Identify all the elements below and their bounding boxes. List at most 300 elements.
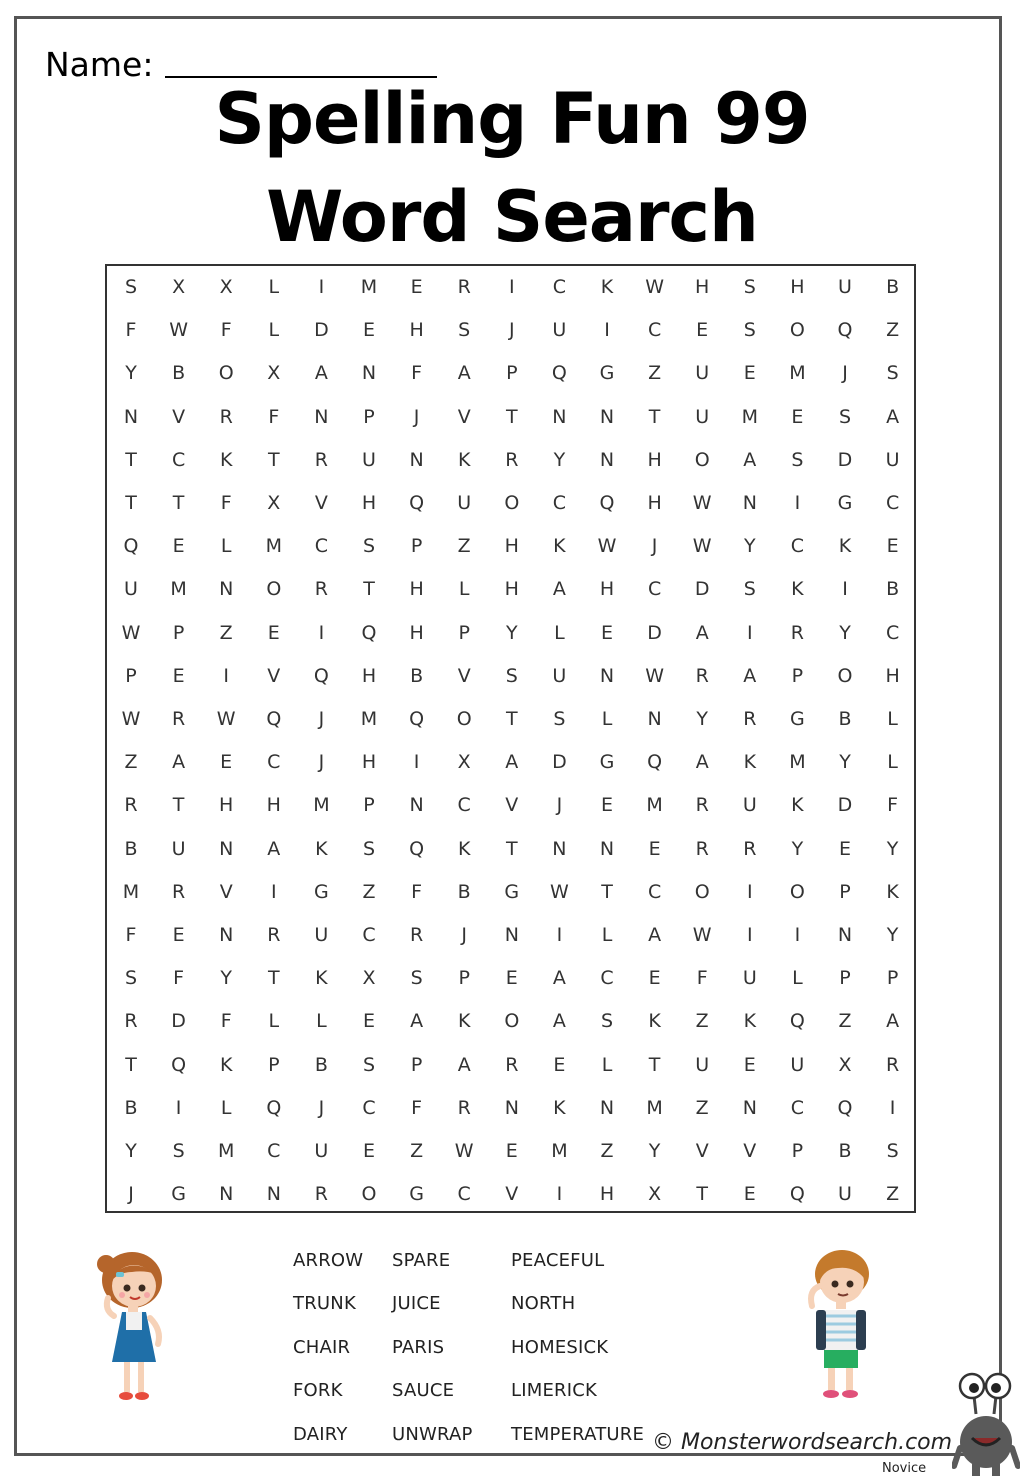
grid-letter[interactable]: T: [648, 405, 661, 428]
grid-letter[interactable]: N: [599, 405, 615, 428]
grid-letter[interactable]: H: [266, 794, 281, 817]
grid-letter[interactable]: C: [314, 535, 329, 558]
grid-letter[interactable]: K: [219, 448, 233, 471]
grid-letter[interactable]: N: [599, 1096, 615, 1119]
grid-letter[interactable]: V: [219, 880, 233, 903]
grid-letter[interactable]: X: [267, 492, 281, 514]
grid-letter[interactable]: L: [792, 967, 803, 990]
grid-letter[interactable]: E: [172, 664, 185, 687]
grid-letter[interactable]: T: [172, 794, 185, 817]
grid-letter[interactable]: O: [837, 664, 853, 687]
grid-letter[interactable]: Q: [123, 535, 139, 558]
grid-letter[interactable]: U: [314, 924, 329, 946]
grid-letter[interactable]: H: [647, 448, 662, 471]
grid-letter[interactable]: C: [552, 276, 567, 298]
grid-letter[interactable]: L: [268, 319, 280, 342]
grid-letter[interactable]: W: [645, 664, 664, 687]
grid-letter[interactable]: R: [409, 924, 424, 946]
grid-letter[interactable]: L: [554, 621, 565, 644]
grid-letter[interactable]: Y: [696, 708, 708, 730]
grid-letter[interactable]: A: [552, 1010, 566, 1033]
grid-letter[interactable]: I: [508, 276, 515, 298]
grid-letter[interactable]: W: [692, 535, 712, 558]
grid-letter[interactable]: W: [121, 708, 141, 730]
grid-letter[interactable]: U: [457, 492, 472, 514]
grid-letter[interactable]: R: [124, 794, 138, 817]
grid-letter[interactable]: C: [171, 448, 186, 471]
grid-letter[interactable]: E: [267, 621, 280, 644]
grid-letter[interactable]: C: [457, 1183, 471, 1206]
grid-letter[interactable]: W: [454, 1140, 474, 1162]
grid-letter[interactable]: Y: [648, 1140, 661, 1162]
grid-letter[interactable]: F: [173, 967, 185, 990]
grid-letter[interactable]: K: [553, 1096, 566, 1119]
grid-letter[interactable]: B: [124, 837, 138, 860]
grid-letter[interactable]: K: [838, 535, 852, 558]
grid-letter[interactable]: U: [885, 448, 900, 471]
grid-letter[interactable]: F: [220, 1010, 232, 1033]
grid-letter[interactable]: E: [362, 1140, 375, 1162]
grid-letter[interactable]: C: [552, 492, 567, 514]
grid-letter[interactable]: A: [552, 578, 566, 601]
grid-letter[interactable]: C: [647, 880, 662, 903]
grid-letter[interactable]: Z: [457, 535, 471, 558]
grid-letter[interactable]: A: [457, 362, 471, 385]
grid-letter[interactable]: B: [172, 362, 186, 385]
grid-letter[interactable]: R: [695, 664, 709, 687]
grid-letter[interactable]: C: [457, 794, 471, 817]
grid-letter[interactable]: B: [124, 1096, 138, 1119]
grid-letter[interactable]: Z: [600, 1140, 614, 1162]
grid-letter[interactable]: J: [556, 794, 563, 817]
grid-letter[interactable]: Q: [837, 319, 853, 342]
grid-letter[interactable]: V: [695, 1140, 709, 1162]
grid-letter[interactable]: H: [790, 276, 805, 298]
grid-letter[interactable]: Y: [125, 362, 137, 385]
grid-letter[interactable]: U: [314, 1140, 329, 1162]
grid-letter[interactable]: N: [742, 492, 757, 514]
grid-letter[interactable]: T: [125, 1053, 137, 1076]
grid-letter[interactable]: P: [363, 794, 375, 817]
grid-letter[interactable]: R: [885, 1053, 900, 1076]
grid-letter[interactable]: G: [837, 492, 853, 514]
grid-letter[interactable]: Q: [409, 492, 425, 514]
grid-letter[interactable]: M: [217, 1140, 235, 1162]
grid-letter[interactable]: B: [838, 1140, 852, 1162]
grid-letter[interactable]: E: [743, 362, 756, 385]
grid-letter[interactable]: S: [362, 535, 376, 558]
grid-letter[interactable]: G: [314, 880, 329, 903]
grid-letter[interactable]: B: [838, 708, 852, 730]
grid-letter[interactable]: N: [599, 837, 615, 860]
grid-letter[interactable]: C: [790, 1096, 805, 1119]
grid-letter[interactable]: A: [410, 1010, 424, 1033]
grid-letter[interactable]: S: [124, 967, 138, 990]
grid-letter[interactable]: S: [791, 448, 804, 471]
grid-letter[interactable]: E: [172, 535, 185, 558]
grid-letter[interactable]: P: [839, 880, 851, 903]
grid-letter[interactable]: N: [123, 405, 139, 428]
grid-letter[interactable]: M: [360, 276, 378, 298]
grid-letter[interactable]: E: [362, 1010, 375, 1033]
grid-letter[interactable]: H: [361, 664, 377, 687]
grid-letter[interactable]: N: [504, 924, 519, 946]
grid-letter[interactable]: A: [505, 751, 519, 774]
grid-letter[interactable]: I: [318, 276, 325, 298]
grid-letter[interactable]: T: [172, 492, 185, 514]
grid-letter[interactable]: Z: [886, 319, 900, 342]
grid-letter[interactable]: S: [600, 1010, 614, 1033]
grid-letter[interactable]: O: [266, 578, 282, 601]
grid-letter[interactable]: A: [743, 664, 757, 687]
grid-letter[interactable]: S: [172, 1140, 185, 1162]
grid-letter[interactable]: K: [219, 1053, 233, 1076]
grid-letter[interactable]: Y: [220, 967, 232, 990]
grid-letter[interactable]: L: [887, 751, 898, 774]
grid-letter[interactable]: G: [504, 880, 520, 903]
grid-letter[interactable]: N: [504, 1096, 519, 1119]
grid-letter[interactable]: I: [175, 1096, 182, 1119]
grid-letter[interactable]: Q: [361, 621, 377, 644]
grid-letter[interactable]: I: [746, 880, 753, 903]
grid-letter[interactable]: Z: [695, 1010, 709, 1033]
grid-letter[interactable]: B: [886, 578, 900, 601]
grid-letter[interactable]: P: [125, 664, 137, 687]
grid-letter[interactable]: M: [789, 362, 806, 385]
grid-letter[interactable]: D: [837, 448, 853, 471]
grid-letter[interactable]: G: [790, 708, 805, 730]
grid-letter[interactable]: S: [743, 578, 756, 601]
grid-letter[interactable]: B: [410, 664, 424, 687]
grid-letter[interactable]: X: [362, 967, 376, 990]
grid-letter[interactable]: E: [505, 1140, 518, 1162]
grid-letter[interactable]: E: [838, 837, 851, 860]
grid-letter[interactable]: X: [838, 1053, 852, 1076]
grid-letter[interactable]: N: [266, 1183, 281, 1206]
grid-letter[interactable]: T: [648, 1053, 661, 1076]
grid-letter[interactable]: C: [647, 319, 662, 342]
grid-letter[interactable]: H: [599, 578, 615, 601]
grid-letter[interactable]: Q: [409, 837, 425, 860]
grid-letter[interactable]: A: [743, 448, 757, 471]
grid-letter[interactable]: T: [505, 837, 518, 860]
grid-letter[interactable]: U: [362, 448, 376, 471]
grid-letter[interactable]: L: [268, 1010, 280, 1033]
grid-letter[interactable]: H: [361, 492, 377, 514]
grid-letter[interactable]: K: [743, 751, 757, 774]
grid-letter[interactable]: P: [268, 1053, 280, 1076]
grid-letter[interactable]: H: [219, 794, 234, 817]
grid-letter[interactable]: R: [457, 276, 471, 298]
grid-letter[interactable]: P: [172, 621, 185, 644]
grid-letter[interactable]: H: [885, 664, 900, 687]
grid-letter[interactable]: I: [604, 319, 610, 342]
grid-letter[interactable]: L: [601, 708, 613, 730]
grid-letter[interactable]: R: [695, 794, 709, 817]
grid-letter[interactable]: A: [886, 1010, 900, 1033]
grid-letter[interactable]: Z: [695, 1096, 709, 1119]
grid-letter[interactable]: Q: [647, 751, 663, 774]
grid-letter[interactable]: G: [409, 1183, 424, 1206]
grid-letter[interactable]: E: [743, 1053, 756, 1076]
grid-letter[interactable]: U: [790, 1053, 805, 1076]
grid-letter[interactable]: S: [410, 967, 423, 990]
grid-letter[interactable]: S: [505, 664, 518, 687]
grid-letter[interactable]: N: [219, 924, 234, 946]
grid-letter[interactable]: N: [742, 1096, 757, 1119]
grid-letter[interactable]: K: [315, 837, 328, 860]
grid-letter[interactable]: N: [552, 837, 567, 860]
grid-letter[interactable]: S: [124, 276, 138, 298]
grid-letter[interactable]: E: [410, 276, 423, 298]
grid-letter[interactable]: J: [318, 1096, 325, 1119]
grid-letter[interactable]: W: [169, 319, 188, 342]
grid-letter[interactable]: R: [219, 405, 233, 428]
grid-letter[interactable]: O: [361, 1183, 377, 1206]
grid-letter[interactable]: Y: [839, 621, 851, 644]
grid-letter[interactable]: N: [552, 405, 567, 428]
grid-letter[interactable]: R: [505, 448, 519, 471]
grid-letter[interactable]: F: [411, 880, 423, 903]
grid-letter[interactable]: X: [172, 276, 186, 298]
grid-letter[interactable]: H: [647, 492, 662, 514]
grid-letter[interactable]: P: [363, 405, 375, 428]
grid-letter[interactable]: I: [889, 1096, 896, 1119]
grid-letter[interactable]: F: [220, 492, 232, 514]
grid-letter[interactable]: Q: [837, 1096, 853, 1119]
grid-letter[interactable]: U: [695, 405, 710, 428]
grid-letter[interactable]: P: [410, 535, 423, 558]
grid-letter[interactable]: V: [505, 794, 519, 817]
grid-letter[interactable]: R: [314, 448, 328, 471]
grid-letter[interactable]: U: [552, 319, 567, 342]
grid-letter[interactable]: T: [267, 967, 280, 990]
grid-letter[interactable]: Z: [362, 880, 376, 903]
grid-letter[interactable]: I: [318, 621, 325, 644]
grid-letter[interactable]: X: [648, 1183, 662, 1206]
grid-letter[interactable]: R: [790, 621, 804, 644]
grid-letter[interactable]: C: [647, 578, 662, 601]
grid-letter[interactable]: N: [599, 664, 615, 687]
grid-letter[interactable]: P: [458, 967, 470, 990]
grid-letter[interactable]: I: [794, 492, 801, 514]
grid-letter[interactable]: U: [695, 362, 710, 385]
grid-letter[interactable]: Q: [171, 1053, 187, 1076]
grid-letter[interactable]: E: [696, 319, 709, 342]
grid-letter[interactable]: M: [122, 880, 140, 903]
grid-letter[interactable]: W: [692, 924, 712, 946]
grid-letter[interactable]: F: [411, 1096, 423, 1119]
grid-letter[interactable]: U: [742, 794, 757, 817]
grid-letter[interactable]: F: [696, 967, 708, 990]
grid-letter[interactable]: H: [504, 535, 519, 558]
grid-letter[interactable]: U: [695, 1053, 710, 1076]
grid-letter[interactable]: S: [553, 708, 566, 730]
grid-letter[interactable]: N: [314, 405, 329, 428]
grid-letter[interactable]: D: [171, 1010, 186, 1033]
grid-letter[interactable]: Y: [125, 1140, 137, 1162]
grid-letter[interactable]: V: [505, 1183, 519, 1206]
grid-letter[interactable]: B: [314, 1053, 328, 1076]
grid-letter[interactable]: K: [457, 1010, 471, 1033]
grid-letter[interactable]: M: [646, 1096, 663, 1119]
grid-letter[interactable]: Z: [648, 362, 662, 385]
grid-letter[interactable]: E: [553, 1053, 566, 1076]
grid-letter[interactable]: O: [218, 362, 234, 385]
grid-letter[interactable]: K: [553, 535, 566, 558]
grid-letter[interactable]: X: [219, 276, 233, 298]
grid-letter[interactable]: A: [314, 362, 328, 385]
grid-letter[interactable]: V: [267, 664, 281, 687]
grid-letter[interactable]: Y: [743, 535, 756, 558]
grid-letter[interactable]: H: [409, 621, 424, 644]
grid-letter[interactable]: R: [314, 578, 328, 601]
grid-letter[interactable]: H: [409, 578, 424, 601]
grid-letter[interactable]: Z: [410, 1140, 424, 1162]
grid-letter[interactable]: A: [648, 924, 662, 946]
grid-letter[interactable]: M: [360, 708, 378, 730]
grid-letter[interactable]: R: [457, 1096, 471, 1119]
grid-letter[interactable]: C: [362, 924, 376, 946]
grid-letter[interactable]: F: [887, 794, 899, 817]
grid-letter[interactable]: I: [413, 751, 420, 774]
grid-letter[interactable]: C: [885, 492, 900, 514]
grid-letter[interactable]: I: [270, 880, 277, 903]
grid-letter[interactable]: E: [648, 837, 661, 860]
grid-letter[interactable]: C: [267, 1140, 281, 1162]
grid-letter[interactable]: C: [790, 535, 805, 558]
grid-letter[interactable]: G: [599, 751, 615, 774]
grid-letter[interactable]: Y: [839, 751, 851, 774]
grid-letter[interactable]: W: [597, 535, 617, 558]
grid-letter[interactable]: I: [794, 924, 801, 946]
grid-letter[interactable]: U: [124, 578, 138, 601]
grid-letter[interactable]: P: [791, 664, 804, 687]
grid-letter[interactable]: L: [268, 276, 280, 298]
grid-letter[interactable]: F: [220, 319, 232, 342]
grid-letter[interactable]: I: [556, 1183, 563, 1206]
grid-letter[interactable]: D: [647, 621, 662, 644]
grid-letter[interactable]: I: [746, 924, 753, 946]
grid-letter[interactable]: E: [743, 1183, 756, 1206]
grid-letter[interactable]: V: [172, 405, 186, 428]
grid-letter[interactable]: M: [265, 535, 282, 558]
grid-letter[interactable]: R: [171, 708, 186, 730]
grid-letter[interactable]: P: [839, 967, 851, 990]
grid-letter[interactable]: T: [125, 448, 137, 471]
grid-letter[interactable]: K: [648, 1010, 661, 1033]
grid-letter[interactable]: K: [457, 837, 471, 860]
grid-letter[interactable]: Q: [409, 708, 425, 730]
grid-letter[interactable]: L: [220, 1096, 232, 1119]
grid-letter[interactable]: A: [172, 751, 186, 774]
grid-letter[interactable]: O: [694, 448, 710, 471]
grid-letter[interactable]: J: [128, 1183, 134, 1206]
grid-letter[interactable]: S: [743, 319, 756, 342]
grid-letter[interactable]: E: [505, 967, 518, 990]
grid-letter[interactable]: N: [647, 708, 662, 730]
grid-letter[interactable]: L: [316, 1010, 327, 1033]
grid-letter[interactable]: E: [648, 967, 661, 990]
grid-letter[interactable]: D: [694, 578, 710, 601]
grid-letter[interactable]: N: [219, 1183, 234, 1206]
grid-letter[interactable]: E: [362, 319, 375, 342]
grid-letter[interactable]: A: [552, 967, 566, 990]
grid-letter[interactable]: J: [842, 362, 848, 385]
grid-letter[interactable]: P: [791, 1140, 804, 1162]
grid-letter[interactable]: T: [601, 880, 613, 903]
grid-letter[interactable]: A: [695, 751, 709, 774]
grid-letter[interactable]: O: [456, 708, 472, 730]
grid-letter[interactable]: E: [600, 621, 613, 644]
grid-letter[interactable]: C: [600, 967, 614, 990]
grid-letter[interactable]: C: [267, 751, 281, 774]
grid-letter[interactable]: Q: [313, 664, 329, 687]
grid-letter[interactable]: C: [362, 1096, 376, 1119]
grid-letter[interactable]: S: [362, 1053, 376, 1076]
grid-letter[interactable]: K: [886, 880, 899, 903]
grid-letter[interactable]: O: [789, 319, 805, 342]
grid-letter[interactable]: Q: [599, 492, 615, 514]
grid-letter[interactable]: K: [315, 967, 328, 990]
grid-letter[interactable]: E: [791, 405, 804, 428]
grid-letter[interactable]: R: [171, 880, 186, 903]
grid-letter[interactable]: V: [743, 1140, 757, 1162]
grid-letter[interactable]: K: [791, 578, 804, 601]
grid-letter[interactable]: R: [695, 837, 709, 860]
grid-letter[interactable]: K: [600, 276, 614, 298]
grid-letter[interactable]: P: [886, 967, 899, 990]
grid-letter[interactable]: W: [645, 276, 664, 298]
grid-letter[interactable]: E: [600, 794, 613, 817]
grid-letter[interactable]: H: [695, 276, 710, 298]
grid-letter[interactable]: S: [886, 362, 899, 385]
grid-letter[interactable]: Y: [886, 924, 899, 946]
grid-letter[interactable]: I: [746, 621, 753, 644]
grid-letter[interactable]: O: [789, 880, 805, 903]
grid-letter[interactable]: R: [743, 837, 757, 860]
grid-letter[interactable]: L: [887, 708, 898, 730]
grid-letter[interactable]: R: [743, 708, 757, 730]
grid-letter[interactable]: M: [789, 751, 806, 774]
grid-letter[interactable]: S: [743, 276, 756, 298]
grid-letter[interactable]: Z: [838, 1010, 852, 1033]
grid-letter[interactable]: J: [651, 535, 658, 558]
grid-letter[interactable]: T: [505, 708, 518, 730]
grid-letter[interactable]: H: [361, 751, 377, 774]
grid-letter[interactable]: I: [223, 664, 229, 687]
grid-letter[interactable]: X: [267, 362, 281, 385]
grid-letter[interactable]: F: [411, 362, 423, 385]
grid-letter[interactable]: U: [742, 967, 757, 990]
grid-letter[interactable]: R: [124, 1010, 138, 1033]
grid-letter[interactable]: R: [505, 1053, 519, 1076]
grid-letter[interactable]: N: [361, 362, 377, 385]
grid-letter[interactable]: M: [551, 1140, 568, 1162]
grid-letter[interactable]: Y: [791, 837, 804, 860]
grid-letter[interactable]: O: [504, 1010, 520, 1033]
grid-letter[interactable]: S: [838, 405, 852, 428]
grid-letter[interactable]: Z: [124, 751, 138, 774]
grid-letter[interactable]: U: [552, 664, 567, 687]
grid-letter[interactable]: L: [220, 535, 232, 558]
grid-letter[interactable]: X: [457, 751, 471, 774]
grid-letter[interactable]: J: [318, 708, 325, 730]
grid-letter[interactable]: Q: [551, 362, 567, 385]
grid-letter[interactable]: H: [504, 578, 519, 601]
grid-letter[interactable]: M: [170, 578, 187, 601]
grid-letter[interactable]: N: [599, 448, 615, 471]
